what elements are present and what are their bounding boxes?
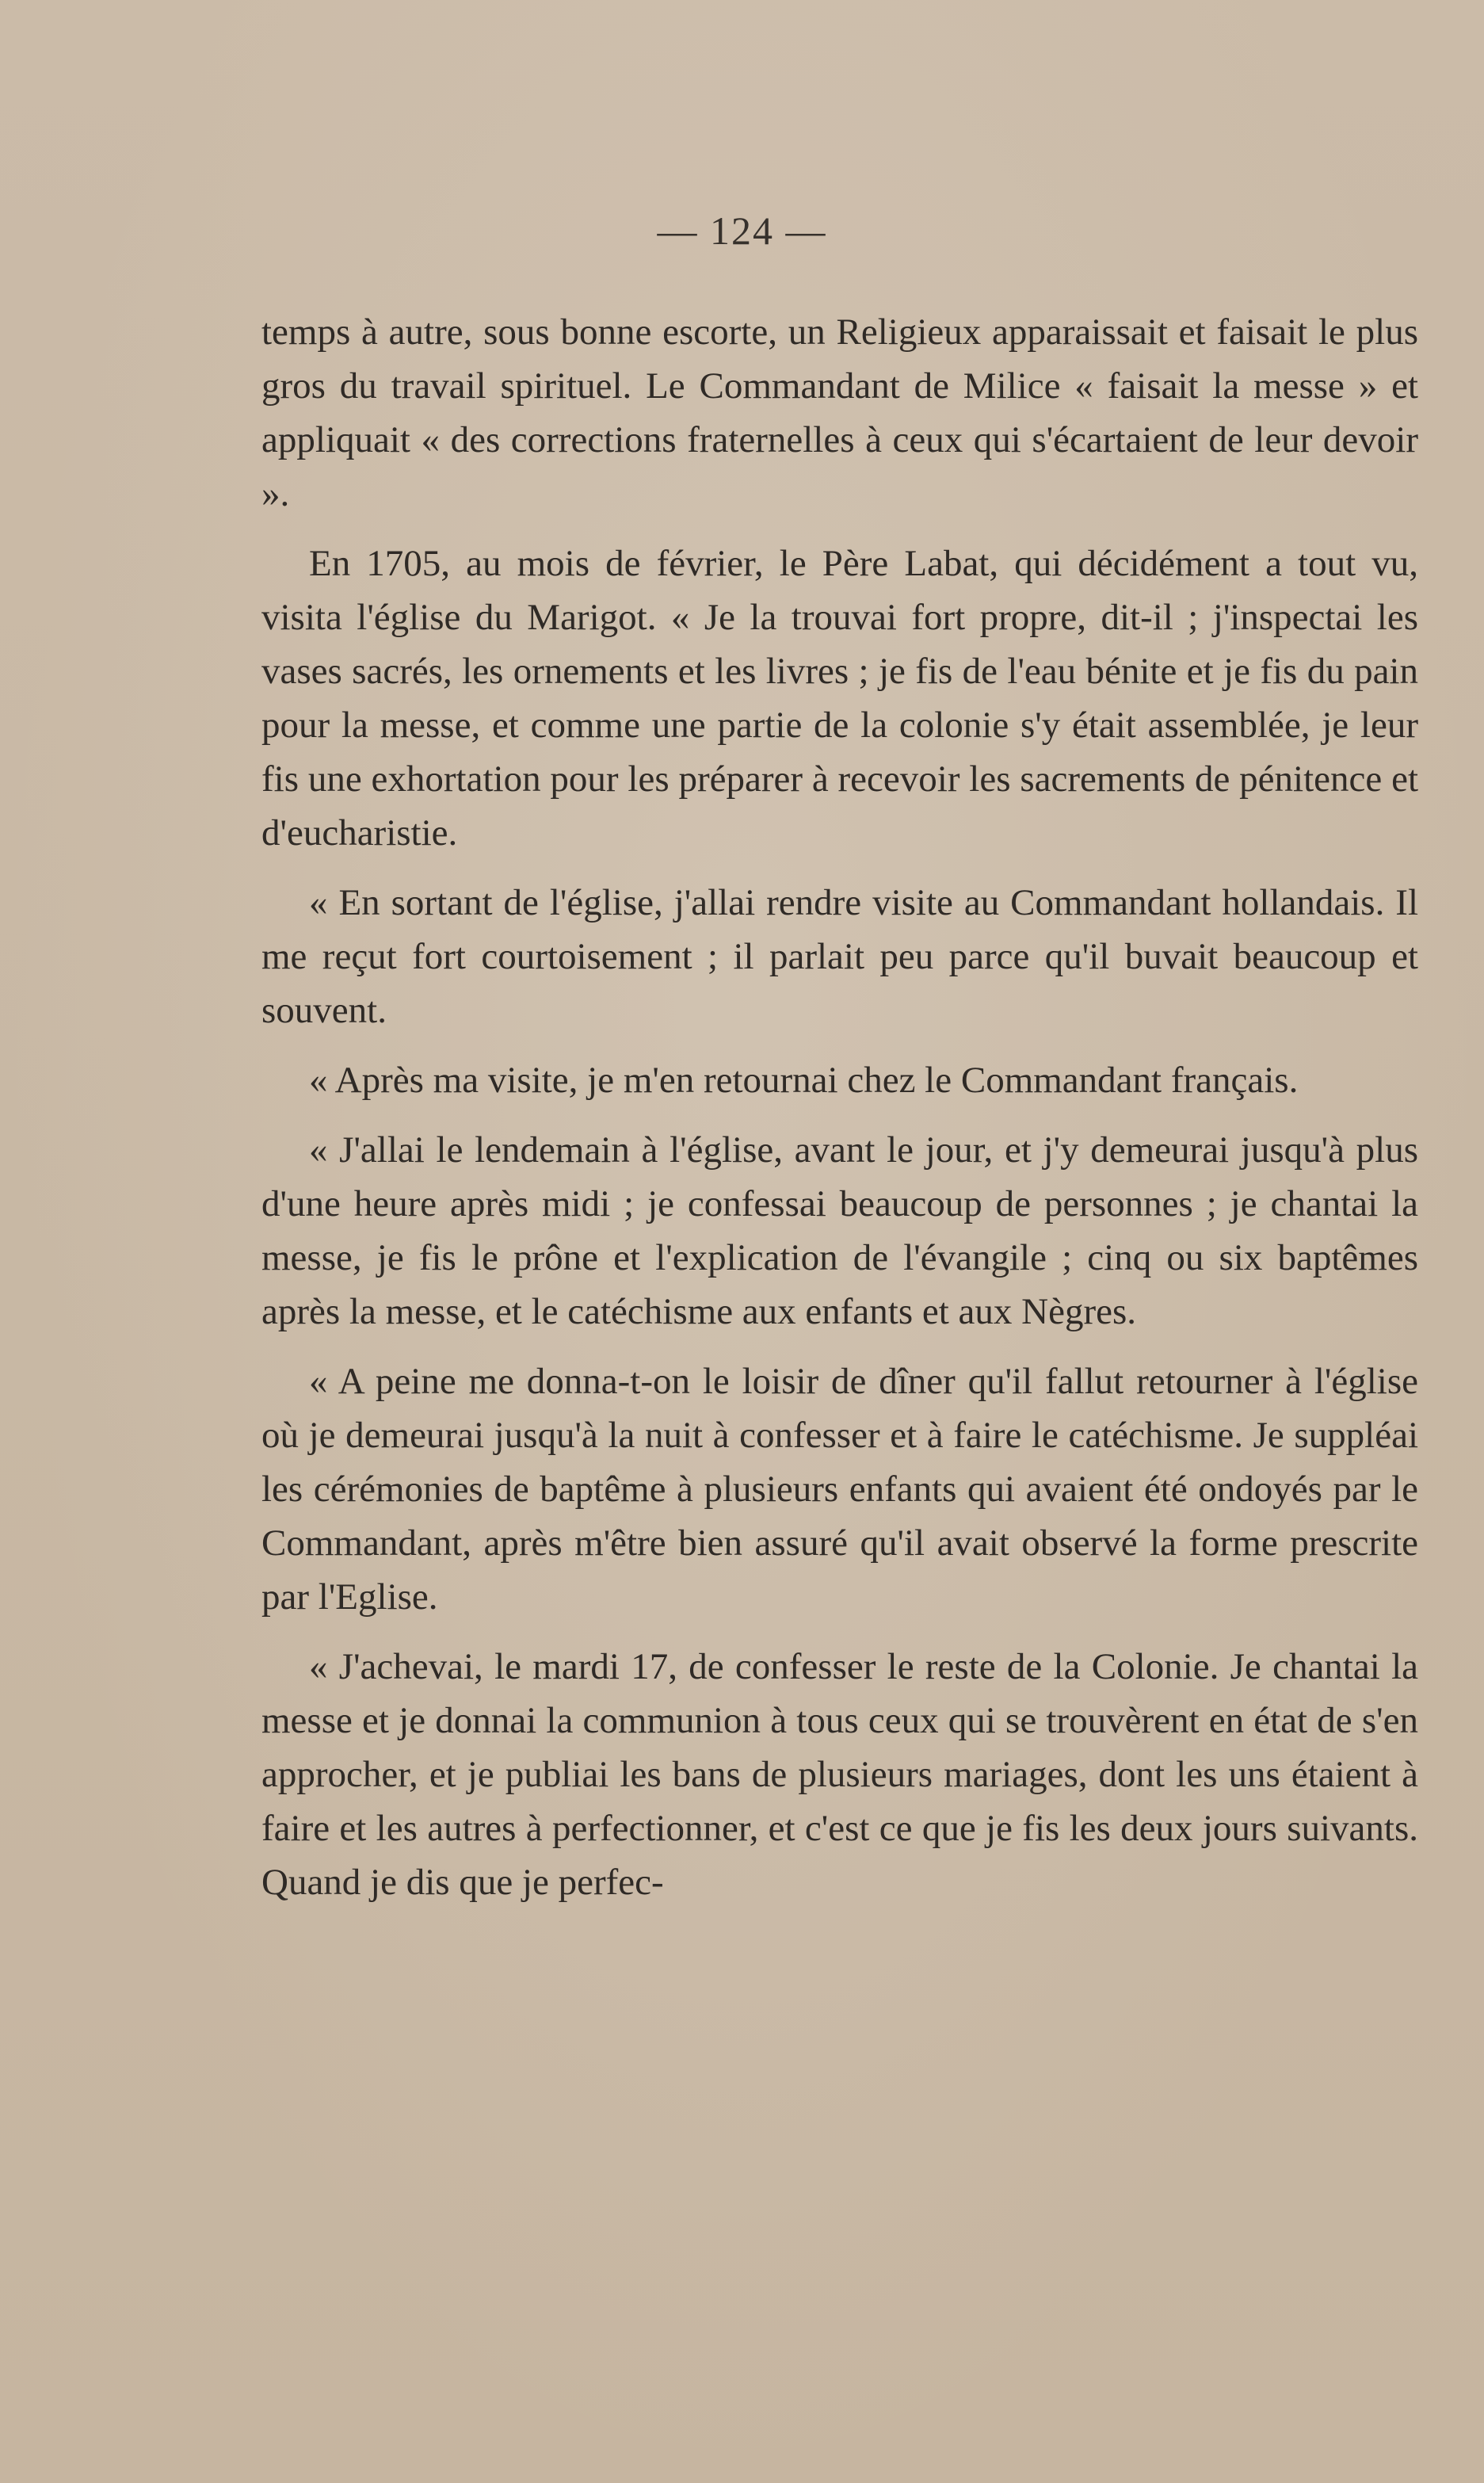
paragraph-6: « A peine me donna-t-on le loisir de dîner qu'il fallut retourner à l'église où je demeurai jusqu'à la nuit à confesser et à faire le catéchisme. Je suppléai les cérémonies de baptême à plusieurs enfants qui avaient été ondoyés par le Commandant, après m'être bien assuré qu'il avait observé la forme prescrite par l'Eglise. [261, 1361, 1418, 1618]
paragraph-1: temps à autre, sous bonne escorte, un Religieux apparaissait et faisait le plus gros du travail spirituel. Le Commandant de Milice « faisait la messe » et appliquait « des corrections fraternelles à ceux qui s'écartaient de leur devoir ». [261, 311, 1418, 514]
page-number: — 124 — [657, 208, 827, 253]
paragraph-4: « Après ma visite, je m'en retournai chez le Commandant français. [309, 1060, 1299, 1101]
body-text [261, 305, 1418, 1925]
paragraph-5: « J'allai le lendemain à l'église, avant le jour, et j'y demeurai jusqu'à plus d'une heure après midi ; je confessai beaucoup de personnes ; je chantai la messe, je fis le prône et l'explication de l'évangile ; cinq ou six baptêmes après la messe, et le catéchisme aux enfants et aux Nègres. [261, 1129, 1418, 1332]
paragraph-3: « En sortant de l'église, j'allai rendre visite au Commandant hollandais. Il me reçut fort courtoisement ; il parlait peu parce qu'il buvait beaucoup et souvent. [261, 882, 1418, 1031]
paragraph-7: « J'achevai, le mardi 17, de confesser le reste de la Colonie. Je chantai la messe et je donnai la communion à tous ceux qui se trouvèrent en état de s'en approcher, et je publiai les bans de plusieurs mariages, dont les uns étaient à faire et les autres à perfectionner, et c'est ce que je fis les deux jours suivants. Quand je dis que je perfec- [261, 1646, 1418, 1903]
paragraph-2: En 1705, au mois de février, le Père Labat, qui décidément a tout vu, visita l'église du Marigot. « Je la trouvai fort propre, dit-il ; j'inspectai les vases sacrés, les ornements et les livres ; je fis de l'eau bénite et je fis du pain pour la messe, et comme une partie de la colonie s'y était assemblée, je leur fis une exhortation pour les préparer à recevoir les sacrements de pénitence et d'eucharistie. [261, 543, 1418, 854]
